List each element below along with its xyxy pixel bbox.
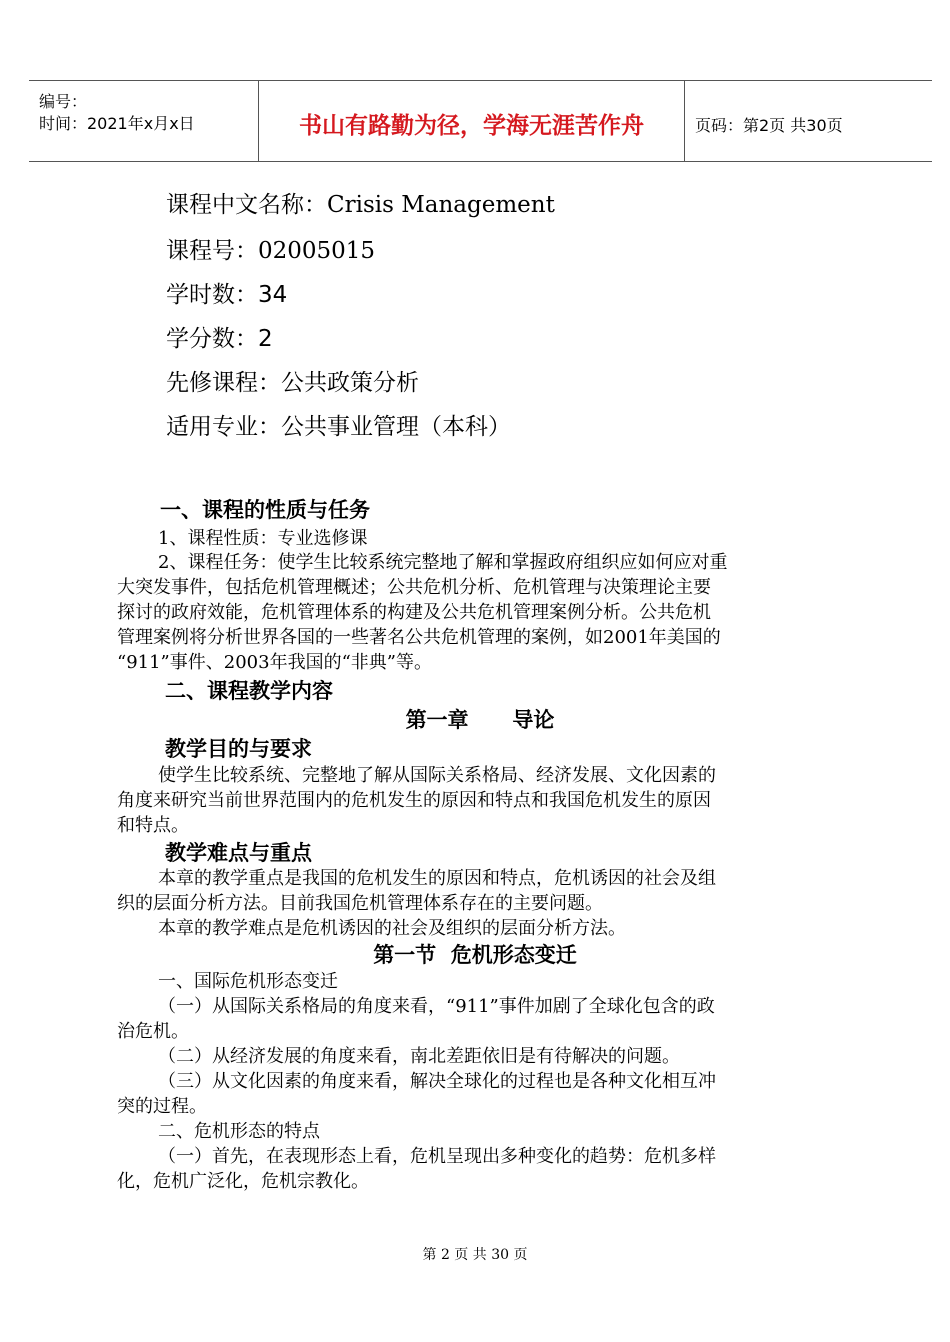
course-credits-value: 2 bbox=[258, 326, 273, 352]
course-number-row bbox=[166, 232, 375, 265]
header-page-code: 页码：第2页 共30页 bbox=[695, 116, 843, 135]
section1-heading: 一、课程的性质与任务 bbox=[160, 498, 370, 522]
paragraph-line: “911”事件、2003年我国的“非典”等。 bbox=[117, 652, 432, 673]
section-title: 第一节 危机形态变迁 bbox=[373, 943, 577, 967]
course-name-value: Crisis Management bbox=[327, 192, 555, 218]
course-hours-row bbox=[166, 276, 287, 309]
paragraph-line: 管理案例将分析世界各国的一些著名公共危机管理的案例，如2001年美国的 bbox=[117, 627, 721, 648]
major-row bbox=[166, 408, 511, 441]
header-motto: 书山有路勤为径，学海无涯苦作舟 bbox=[299, 113, 644, 139]
paragraph-line: 一、国际危机形态变迁 bbox=[158, 971, 338, 992]
paragraph-line: 织的层面分析方法。目前我国危机管理体系存在的主要问题。 bbox=[117, 893, 603, 914]
key-points-heading: 教学难点与重点 bbox=[165, 841, 312, 865]
course-number-label: 课程号： bbox=[166, 238, 258, 264]
prerequisite-row bbox=[166, 364, 419, 397]
paragraph-line: 化，危机广泛化，危机宗教化。 bbox=[117, 1171, 369, 1192]
paragraph-line: 1、课程性质：专业选修课 bbox=[158, 528, 368, 549]
paragraph-line: （二）从经济发展的角度来看，南北差距依旧是有待解决的问题。 bbox=[158, 1046, 680, 1067]
header-meta-cell bbox=[29, 81, 259, 161]
course-number-value: 02005015 bbox=[258, 238, 376, 264]
course-name-label: 课程中文名称： bbox=[166, 192, 327, 218]
paragraph-line: 和特点。 bbox=[117, 815, 189, 836]
paragraph-line: 使学生比较系统、完整地了解从国际关系格局、经济发展、文化因素的 bbox=[158, 765, 716, 786]
paragraph-line: 大突发事件，包括危机管理概述；公共危机分析、危机管理与决策理论主要 bbox=[117, 577, 711, 598]
header-motto-cell bbox=[259, 81, 685, 161]
major-value: 公共事业管理（本科） bbox=[281, 414, 511, 440]
course-hours-value: 34 bbox=[258, 282, 288, 308]
paragraph-line: （一）从国际关系格局的角度来看，“911”事件加剧了全球化包含的政 bbox=[158, 996, 715, 1017]
paragraph-line: 突的过程。 bbox=[117, 1096, 207, 1117]
course-credits-label: 学分数： bbox=[166, 326, 258, 352]
paragraph-line: 角度来研究当前世界范围内的危机发生的原因和特点和我国危机发生的原因 bbox=[117, 790, 711, 811]
page-header bbox=[29, 80, 932, 162]
major-label: 适用专业： bbox=[166, 414, 281, 440]
paragraph-line: （三）从文化因素的角度来看，解决全球化的过程也是各种文化相互冲 bbox=[158, 1071, 716, 1092]
course-credits-row bbox=[166, 320, 273, 353]
header-page-cell bbox=[685, 81, 932, 161]
paragraph-line: （一）首先，在表现形态上看，危机呈现出多种变化的趋势：危机多样 bbox=[158, 1146, 716, 1167]
paragraph-line: 探讨的政府效能，危机管理体系的构建及公共危机管理案例分析。公共危机 bbox=[117, 602, 711, 623]
paragraph-line: 二、危机形态的特点 bbox=[158, 1121, 320, 1142]
goals-heading: 教学目的与要求 bbox=[165, 737, 312, 761]
page-footer: 第 2 页 共 30 页 bbox=[422, 1247, 528, 1263]
prerequisite-value: 公共政策分析 bbox=[281, 370, 419, 396]
document-number-label: 编号： bbox=[39, 92, 88, 111]
paragraph-line: 2、课程任务：使学生比较系统完整地了解和掌握政府组织应如何应对重 bbox=[158, 552, 728, 573]
course-hours-label: 学时数： bbox=[166, 282, 258, 308]
paragraph-line: 治危机。 bbox=[117, 1021, 189, 1042]
paragraph-line: 本章的教学重点是我国的危机发生的原因和特点，危机诱因的社会及组 bbox=[158, 868, 716, 889]
course-name-row bbox=[166, 186, 555, 219]
paragraph-line: 本章的教学难点是危机诱因的社会及组织的层面分析方法。 bbox=[158, 918, 626, 939]
chapter-title: 第一章 导论 bbox=[405, 708, 555, 732]
document-time-label: 时间：2021年x月x日 bbox=[39, 114, 195, 133]
prerequisite-label: 先修课程： bbox=[166, 370, 281, 396]
section2-heading: 二、课程教学内容 bbox=[165, 679, 333, 703]
